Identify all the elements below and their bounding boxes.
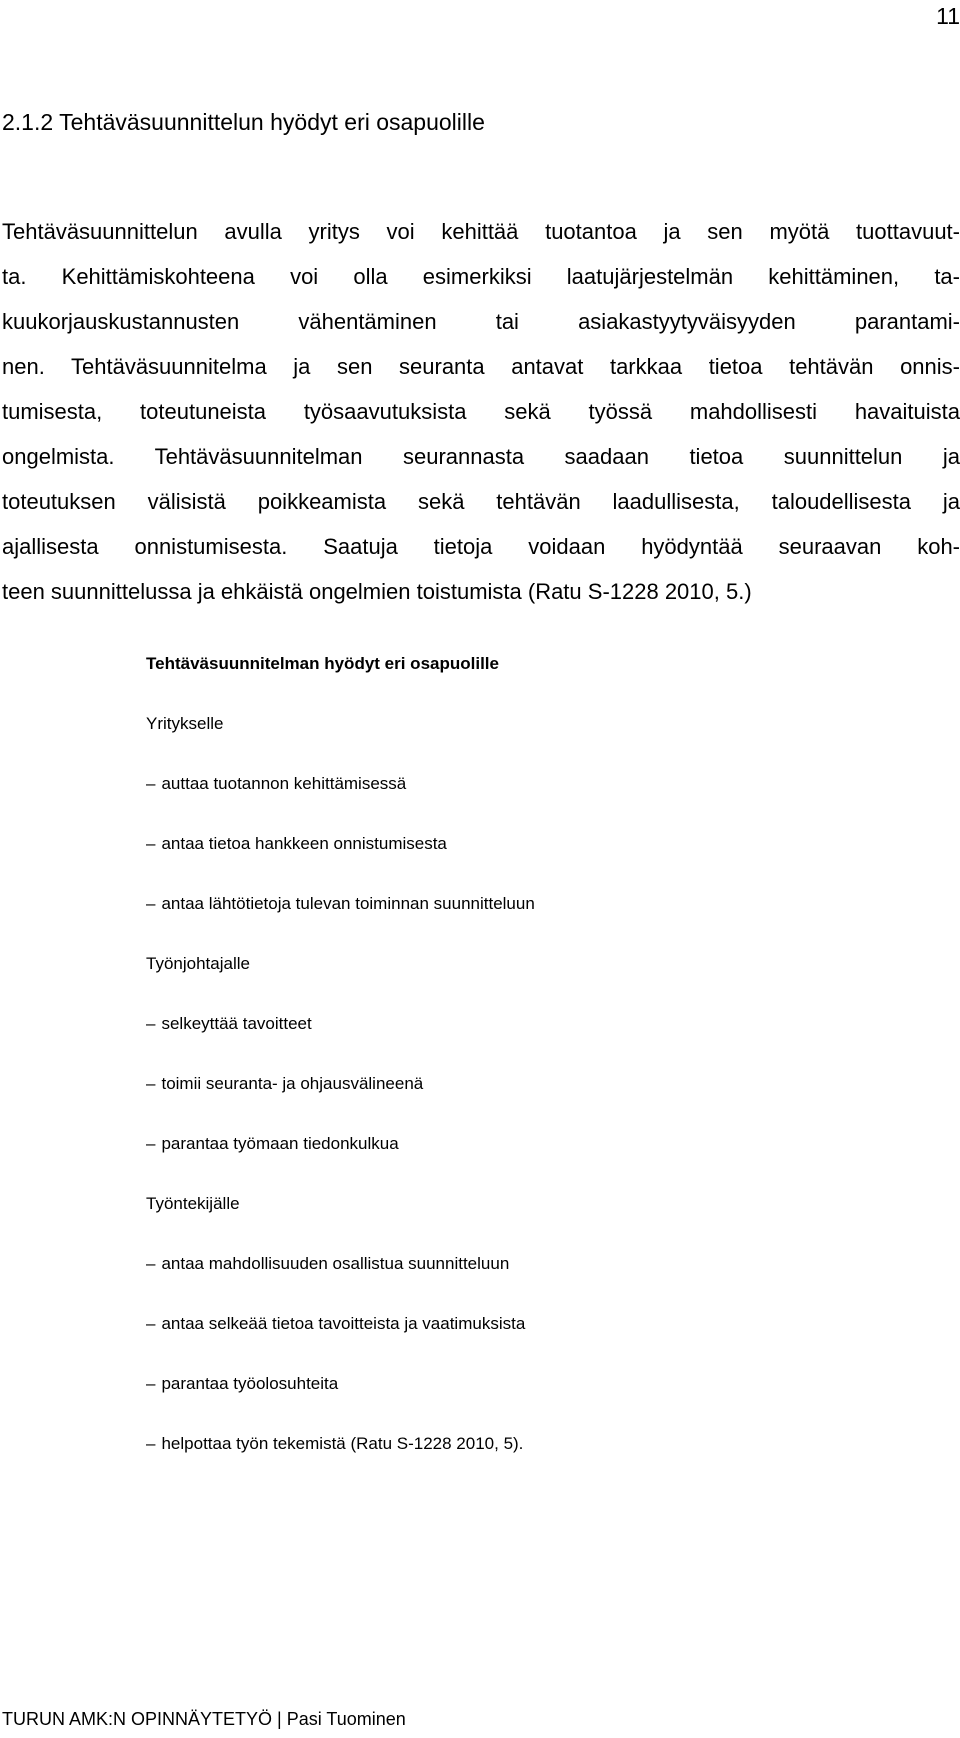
- list-item-text: antaa mahdollisuuden osallistua suunnitteluun: [161, 1254, 510, 1273]
- dash-marker: –: [146, 894, 156, 913]
- dash-marker: –: [146, 1014, 156, 1033]
- body-line: ajallisesta onnistumisesta. Saatuja tietoja voidaan hyödyntää seuraavan koh-: [2, 534, 960, 559]
- list-item: [146, 1374, 338, 1394]
- list-item-text: helpottaa työn tekemistä (Ratu S-1228 2010, 5).: [161, 1434, 524, 1453]
- dash-marker: –: [146, 834, 156, 853]
- dash-marker: –: [146, 1134, 156, 1153]
- group-heading: Yritykselle: [146, 714, 224, 733]
- body-line: Tehtäväsuunnittelun avulla yritys voi kehittää tuotantoa ja sen myötä tuottavuut-: [2, 219, 960, 244]
- list-item-text: antaa selkeää tietoa tavoitteista ja vaatimuksista: [161, 1314, 526, 1333]
- body-line: tumisesta, toteutuneista työsaavutuksista sekä työssä mahdollisesti havaituista: [2, 399, 960, 424]
- list-item-text: antaa tietoa hankkeen onnistumisesta: [161, 834, 447, 853]
- list-item-text: antaa lähtötietoja tulevan toiminnan suunnitteluun: [161, 894, 535, 913]
- section-heading: 2.1.2 Tehtäväsuunnittelun hyödyt eri osapuolille: [2, 109, 485, 135]
- dash-marker: –: [146, 1254, 156, 1273]
- body-line: kuukorjauskustannusten vähentäminen tai asiakastyytyväisyyden parantami-: [2, 309, 960, 334]
- page-footer: TURUN AMK:N OPINNÄYTETYÖ | Pasi Tuominen: [2, 1709, 406, 1729]
- body-line: toteutuksen välisistä poikkeamista sekä tehtävän laadullisesta, taloudellisesta ja: [2, 489, 960, 514]
- list-item: [146, 1014, 312, 1034]
- body-line: nen. Tehtäväsuunnitelma ja sen seuranta antavat tarkkaa tietoa tehtävän onnis-: [2, 354, 960, 379]
- body-line: ta. Kehittämiskohteena voi olla esimerkiksi laatujärjestelmän kehittäminen, ta-: [2, 264, 960, 289]
- list-item: [146, 894, 535, 914]
- dash-marker: –: [146, 1074, 156, 1093]
- dash-marker: –: [146, 1314, 156, 1333]
- list-item: [146, 774, 406, 794]
- dash-marker: –: [146, 1374, 156, 1393]
- dash-marker: –: [146, 1434, 156, 1453]
- list-item: [146, 1134, 399, 1154]
- group-heading: Työnjohtajalle: [146, 954, 250, 973]
- body-line: ongelmista. Tehtäväsuunnitelman seurannasta saadaan tietoa suunnittelun ja: [2, 444, 960, 469]
- list-item-text: parantaa työolosuhteita: [161, 1374, 339, 1393]
- list-item-text: parantaa työmaan tiedonkulkua: [161, 1134, 399, 1153]
- list-item-text: auttaa tuotannon kehittämisessä: [161, 774, 407, 793]
- list-item: [146, 1254, 509, 1274]
- list-item: [146, 1434, 523, 1454]
- list-item: [146, 1074, 423, 1094]
- body-line: teen suunnittelussa ja ehkäistä ongelmien toistumista (Ratu S-1228 2010, 5.): [2, 579, 752, 604]
- list-item-text: selkeyttää tavoitteet: [161, 1014, 312, 1033]
- body-paragraph: [2, 209, 960, 614]
- box-title: Tehtäväsuunnitelman hyödyt eri osapuolille: [146, 654, 499, 673]
- list-item: [146, 834, 447, 854]
- dash-marker: –: [146, 774, 156, 793]
- list-item: [146, 1314, 525, 1334]
- group-heading: Työntekijälle: [146, 1194, 240, 1213]
- list-item-text: toimii seuranta- ja ohjausvälineenä: [161, 1074, 424, 1093]
- page-number: 11: [936, 3, 960, 29]
